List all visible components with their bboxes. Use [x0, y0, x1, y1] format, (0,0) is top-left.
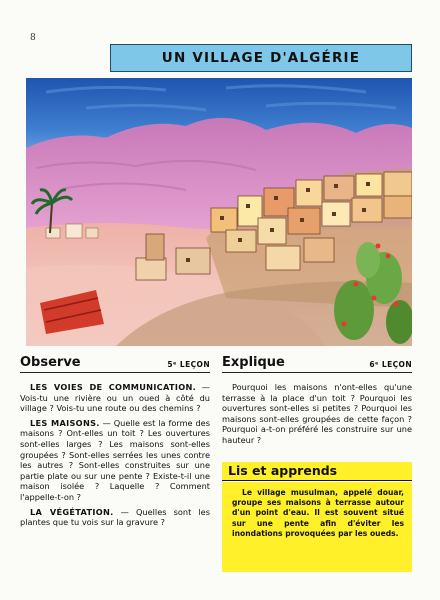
- village-painting: [26, 78, 412, 346]
- explique-lesson: 6ᵉ LEÇON: [369, 360, 412, 369]
- lis-text: Le village musulman, appelé douar, groupe ses maisons à terrasse autour d'un point d'eau. Il est souvent situé sur une pente afin d'éviter les inondations provoquées par les oueds.: [232, 488, 404, 538]
- observe-paragraph-vegetation: LA VÉGÉTATION. — Quelles sont les plantes que tu vois sur la gravure ?: [20, 506, 210, 528]
- observe-paragraph-houses: LES MAISONS. — Quelle est la forme des maisons ? Ont-elles un toit ? Les ouvertures sont-elles larges ? Les maisons sont-elles groupées ? Sont-elles serrées les unes contre les autres ? Sont-elles construites sur une partie plate ou sur une pente ? Existe-t-il une maison isolée ? Laquelle ? Comment l'appelle-t-on ?: [20, 417, 210, 502]
- explique-paragraph: Pourquoi les maisons n'ont-elles qu'une terrasse à la place d'un toit ? Pourquoi les ouvertures sont-elles si petites ? Pourquoi les maisons sont-elles groupées de cette façon ? Pourquoi a-t-on préféré les construire sur une hauteur ?: [222, 382, 412, 445]
- observe-header: [20, 352, 210, 373]
- page-title: UN VILLAGE D'ALGÉRIE: [161, 50, 361, 66]
- explique-body: [222, 382, 412, 450]
- observe-lesson: 5ᵉ LEÇON: [167, 360, 210, 369]
- lis-heading: Lis et apprends: [222, 462, 412, 481]
- title-banner: [110, 44, 412, 72]
- explique-heading: Explique: [222, 355, 285, 370]
- page-number: 8: [30, 33, 36, 43]
- observe-heading: Observe: [20, 355, 81, 370]
- observe-body: [20, 382, 210, 532]
- observe-paragraph-roads: LES VOIES DE COMMUNICATION. — Vois-tu une rivière ou un oued à côté du village ? Vois-tu une route ou des chemins ?: [20, 382, 210, 414]
- explique-header: [222, 352, 412, 373]
- village-illustration: [26, 78, 412, 346]
